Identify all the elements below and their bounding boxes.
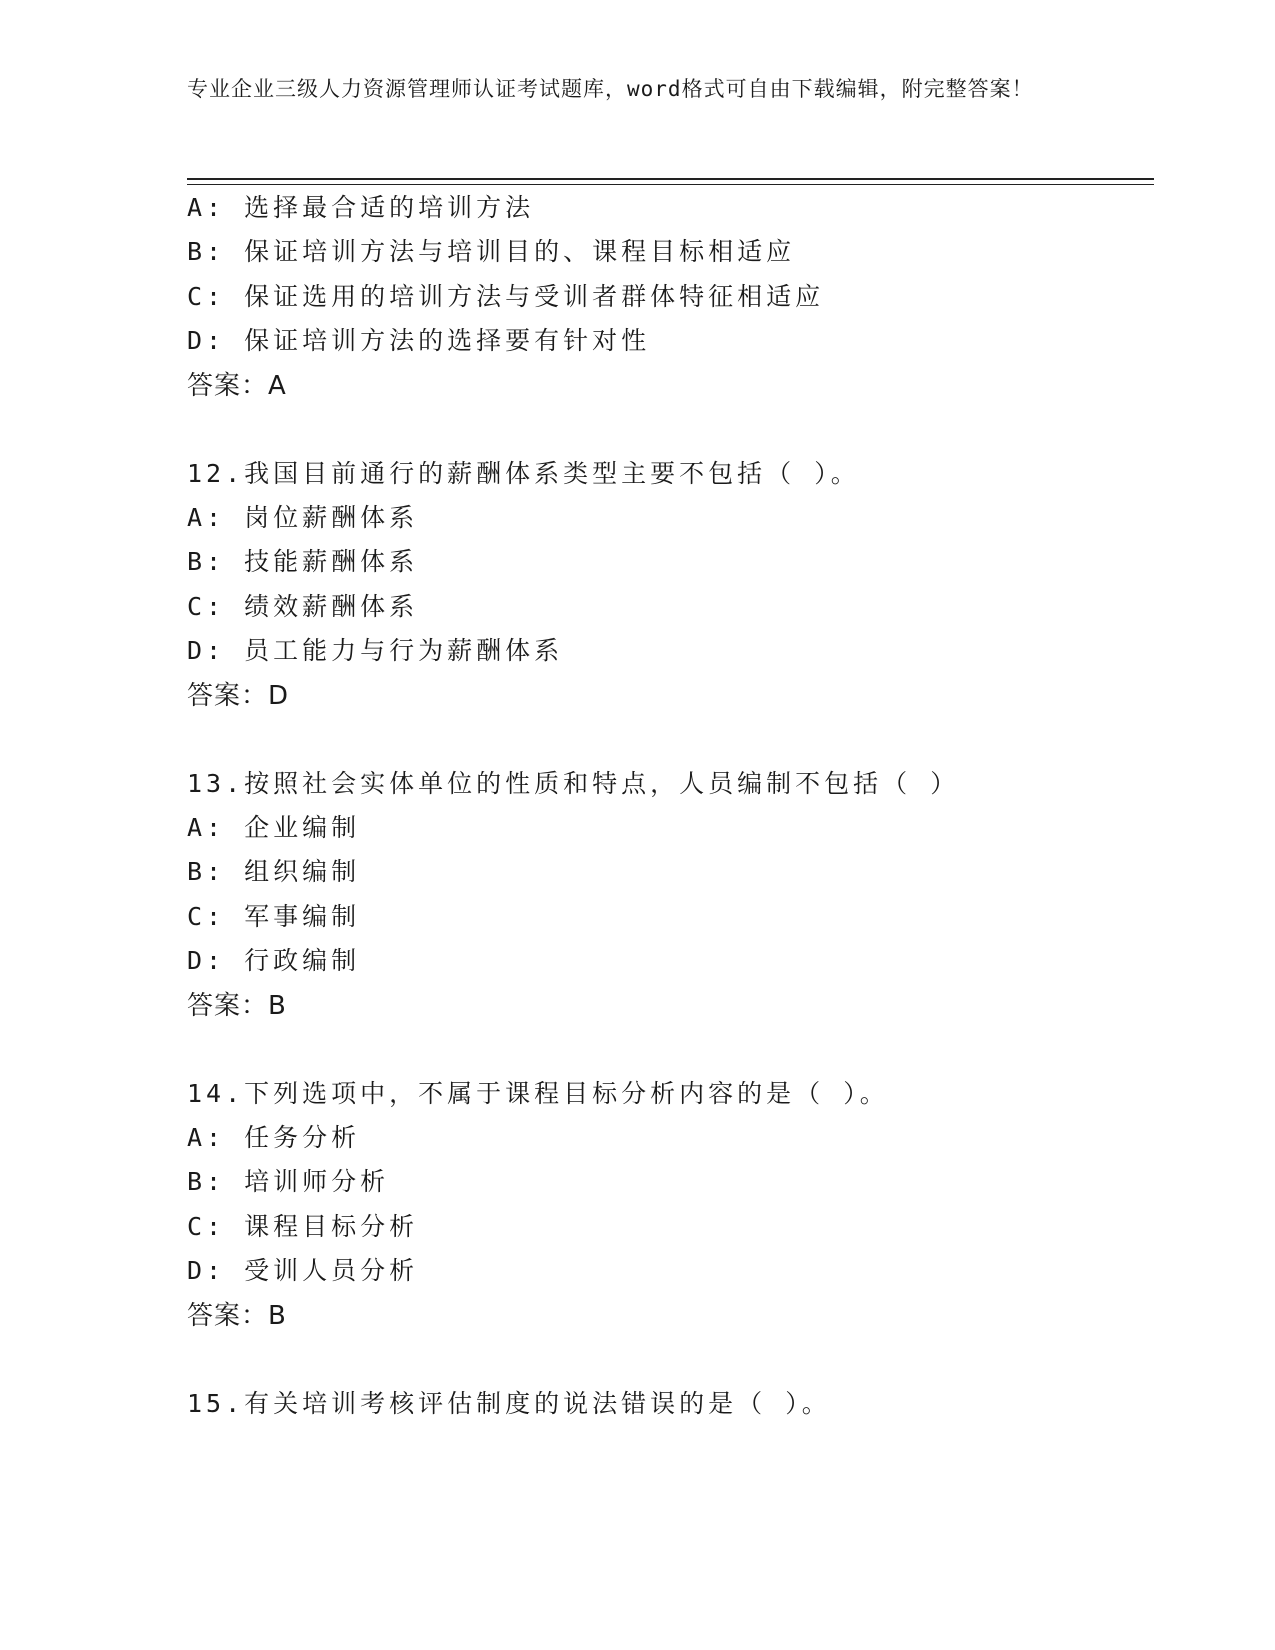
q12-question: 12.我国目前通行的薪酬体系类型主要不包括（ ）。 [187,459,860,488]
q12-option-d: D: 员工能力与行为薪酬体系 [187,636,564,665]
q14-option-c: C: 课程目标分析 [187,1212,419,1241]
q11-option-a: A: 选择最合适的培训方法 [187,193,535,222]
q13-option-b: B: 组织编制 [187,857,361,886]
q11-option-d: D: 保证培训方法的选择要有针对性 [187,326,651,355]
q13-question: 13.按照社会实体单位的性质和特点，人员编制不包括（ ） [187,769,960,798]
q14-question: 14.下列选项中，不属于课程目标分析内容的是（ ）。 [187,1079,889,1108]
header-divider-thick [187,178,1154,180]
q13-option-d: D: 行政编制 [187,946,361,975]
q13-option-c: C: 军事编制 [187,902,361,931]
q11-option-b: B: 保证培训方法与培训目的、课程目标相适应 [187,237,796,266]
q14-answer: 答案：B [187,1301,287,1331]
q12-answer: 答案：D [187,681,290,711]
q11-answer: 答案：A [187,371,287,401]
q14-option-d: D: 受训人员分析 [187,1256,419,1285]
q15-question: 15.有关培训考核评估制度的说法错误的是（ ）。 [187,1389,831,1418]
q14-option-a: A: 任务分析 [187,1123,361,1152]
q12-option-c: C: 绩效薪酬体系 [187,592,419,621]
q12-option-a: A: 岗位薪酬体系 [187,503,419,532]
q14-option-b: B: 培训师分析 [187,1167,390,1196]
q11-option-c: C: 保证选用的培训方法与受训者群体特征相适应 [187,282,825,311]
q13-answer: 答案：B [187,991,287,1021]
document-header-note: 专业企业三级人力资源管理师认证考试题库，word格式可自由下载编辑，附完整答案！ [187,77,1034,101]
q13-option-a: A: 企业编制 [187,813,361,842]
q12-option-b: B: 技能薪酬体系 [187,547,419,576]
header-divider-thin [187,184,1154,185]
